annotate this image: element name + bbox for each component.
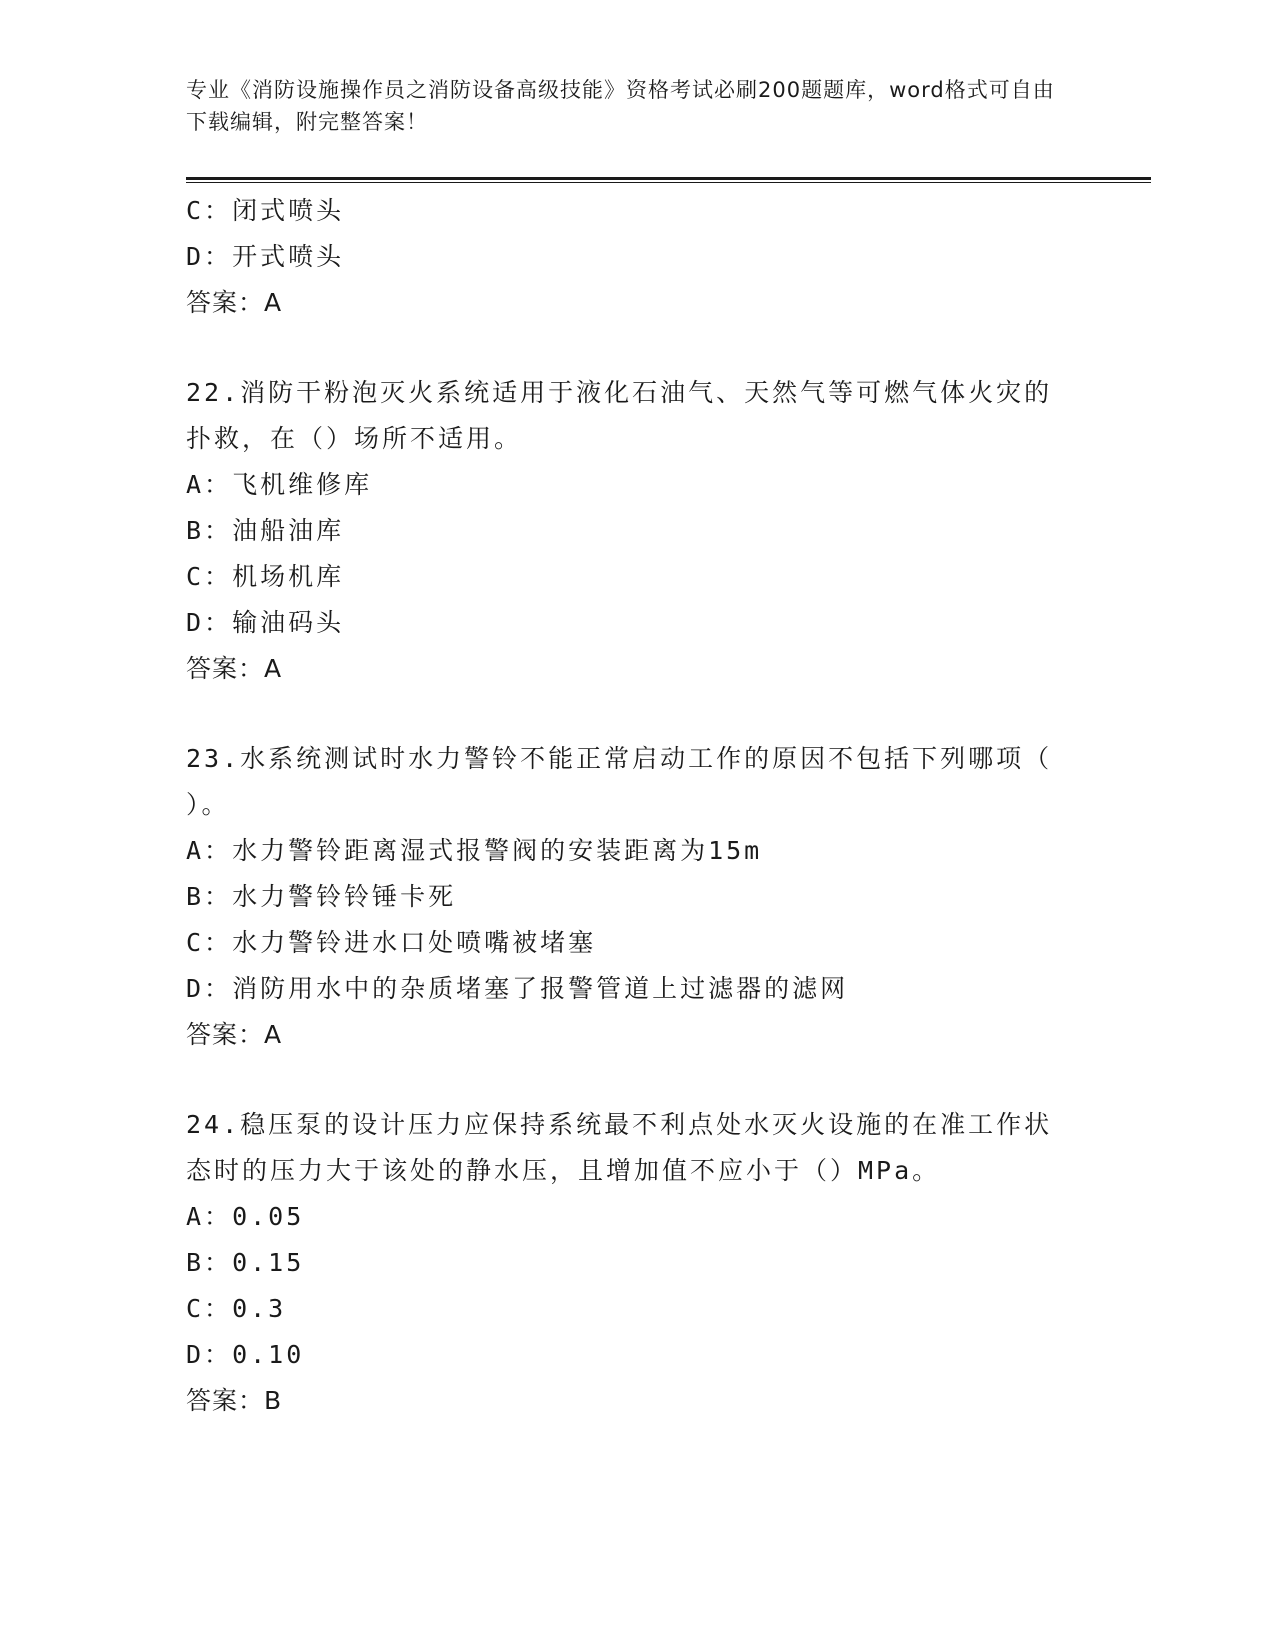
option-d [186,234,1086,280]
option-label: A： [186,470,233,499]
answer-line: 答案：A [186,654,283,683]
question-23 [186,736,1086,1058]
option-text: 水力警铃铃锤卡死 [232,882,457,911]
option-b [186,1240,1086,1286]
prev-question-block [186,188,1086,326]
answer-line: 答案：B [186,1386,283,1415]
answer-line: 答案：A [186,1020,283,1049]
option-text: 消防用水中的杂质堵塞了报警管道上过滤器的滤网 [232,974,849,1003]
document-header: 专业《消防设施操作员之消防设备高级技能》资格考试必刷200题题库，word格式可自由下载编辑，附完整答案！ [186,78,1055,134]
option-text: 开式喷头 [232,242,345,271]
option-text: 飞机维修库 [232,470,373,499]
option-b [186,508,1086,554]
option-label: B： [186,516,233,545]
option-text: 0.15 [232,1248,305,1277]
option-a [186,462,1086,508]
question-stem-line: 22.消防干粉泡灭火系统适用于液化石油气、天然气等可燃气体火灾的 [186,378,1053,407]
option-label: C： [186,562,233,591]
option-d [186,966,1086,1012]
option-label: D： [186,608,233,637]
option-text: 0.10 [232,1340,305,1369]
option-label: A： [186,836,233,865]
option-c [186,920,1086,966]
option-c [186,188,1086,234]
question-content [186,188,1086,1424]
option-label: D： [186,242,233,271]
option-label: D： [186,1340,233,1369]
option-d [186,1332,1086,1378]
question-stem-line: 扑救，在（）场所不适用。 [186,424,523,453]
question-stem-line: ）。 [186,790,230,819]
option-text: 闭式喷头 [232,196,345,225]
option-text: 输油码头 [232,608,345,637]
question-24 [186,1102,1086,1424]
option-label: B： [186,1248,233,1277]
option-c [186,554,1086,600]
question-stem-line: 24.稳压泵的设计压力应保持系统最不利点处水灭火设施的在准工作状 [186,1110,1053,1139]
option-c [186,1286,1086,1332]
option-label: C： [186,928,233,957]
option-text: 油船油库 [232,516,345,545]
option-label: B： [186,882,233,911]
question-stem-line: 23.水系统测试时水力警铃不能正常启动工作的原因不包括下列哪项（ [186,744,1053,773]
option-a [186,1194,1086,1240]
answer-line: 答案：A [186,288,283,317]
option-a [186,828,1086,874]
option-b [186,874,1086,920]
header-divider-thin [186,182,1151,183]
option-label: D： [186,974,233,1003]
option-text: 0.3 [232,1294,287,1323]
option-text: 机场机库 [232,562,345,591]
option-d [186,600,1086,646]
question-22 [186,370,1086,692]
option-text: 水力警铃距离湿式报警阀的安装距离为15m [232,836,763,865]
option-text: 水力警铃进水口处喷嘴被堵塞 [232,928,597,957]
header-divider-thick [186,177,1151,180]
option-text: 0.05 [232,1202,305,1231]
question-stem-line: 态时的压力大于该处的静水压，且增加值不应小于（）MPa。 [186,1156,941,1185]
option-label: A： [186,1202,233,1231]
option-label: C： [186,196,233,225]
option-label: C： [186,1294,233,1323]
